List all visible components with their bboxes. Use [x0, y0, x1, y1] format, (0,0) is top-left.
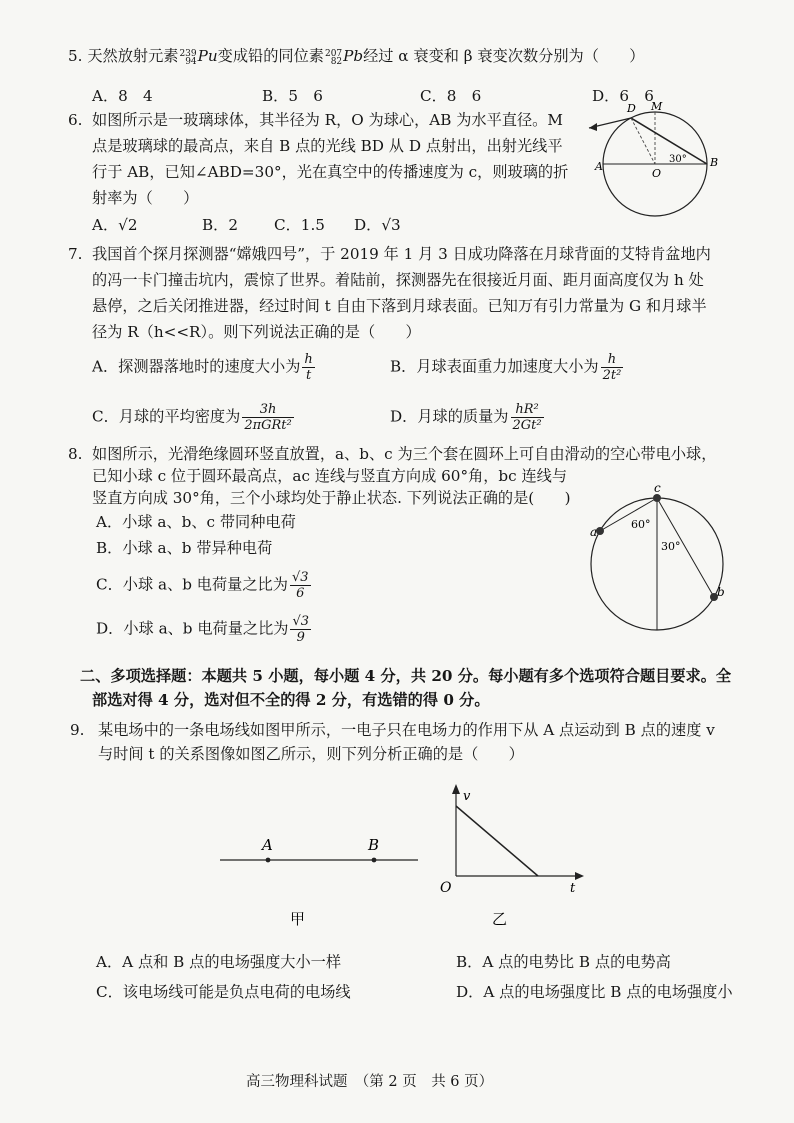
q8-option-c: C．小球 a、b 电荷量之比为 $\frac{√3}{6}$ [96, 570, 309, 601]
q7-option-b: B．月球表面重力加速度大小为 $\frac{h}{\text{2t²}}$ [390, 352, 622, 383]
q5-stem [68, 46, 644, 66]
label-angle-30: 30° [661, 540, 681, 553]
q8-option-a: A．小球 a、b、c 带同种电荷 [96, 513, 296, 531]
label-v: v [463, 789, 471, 804]
q9-line-2: 与时间 t 的关系图像如图乙所示，则下列分析正确的是（ ） [98, 745, 524, 763]
q5-text-mid: 变成铅的同位素 [217, 47, 324, 65]
q6-option-b: B．2 [202, 216, 239, 234]
q6-option-d: D．√3 [354, 216, 401, 234]
label-b: b [717, 585, 725, 599]
t-axis-arrow-icon [575, 872, 584, 880]
frac-h-over-t: $\frac{h}{t}$ [304, 352, 313, 383]
frac-sqrt3-over-9: $\frac{√3}{9}$ [292, 614, 310, 645]
q9-line-1: 某电场中的一条电场线如图甲所示，一电子只在电场力的作用下从 A 点运动到 B 点的速度 v [98, 721, 715, 739]
ball-c [653, 494, 661, 502]
label-angle-30: 30° [669, 154, 687, 165]
frac-sqrt3-over-6: $\frac{√3}{6}$ [291, 570, 309, 601]
q9-option-d: D．A 点的电场强度比 B 点的电场强度小 [456, 983, 733, 1001]
label-a: A [595, 160, 603, 173]
q5-text-post: 经过 α 衰变和 β 衰变次数分别为（ ） [363, 47, 645, 65]
q5-option-d: D．6 6 [592, 87, 654, 105]
q5-text-pre: 天然放射元素 [87, 47, 179, 65]
frac-hR2-over-2Gt2: $\frac{\text{hR²}}{\text{2Gt²}}$ [512, 402, 542, 433]
label-d: D [627, 102, 636, 115]
pu-isotope-numbers: 239 94 [179, 49, 197, 67]
q9-option-c: C．该电场线可能是负点电荷的电场线 [96, 983, 351, 1001]
v-axis-arrow-icon [452, 784, 460, 794]
q7-line-3: 悬停，之后关闭推进器，经过时间 t 自由下落到月球表面。已知万有引力常量为 G 和月球半 [92, 297, 707, 315]
q7-line-1: 我国首个探月探测器“嫦娥四号”，于 2019 年 1 月 3 日成功降落在月球背面的艾特肯盆地内 [92, 245, 711, 263]
q9-option-a: A．A 点和 B 点的电场强度大小一样 [96, 953, 342, 971]
pb-isotope-numbers: 207 82 [324, 49, 343, 67]
pu-symbol: Pu [197, 47, 218, 65]
q8-option-d: D．小球 a、b 电荷量之比为 $\frac{√3}{9}$ [96, 614, 310, 645]
q7-option-a: A．探测器落地时的速度大小为 $\frac{h}{t}$ [92, 352, 313, 383]
point-a [266, 858, 271, 863]
label-c: c [654, 481, 661, 495]
q7-number: 7. [68, 245, 83, 263]
q6-line-3: 行于 AB，已知∠ABD=30°，光在真空中的传播速度为 c，则玻璃的折 [92, 163, 569, 181]
q6-line-2: 点是玻璃球的最高点，来自 B 点的光线 BD 从 D 点射出，出射光线平 [92, 137, 563, 155]
q6-option-a: A．√2 [92, 216, 138, 234]
q8-line-1: 如图所示，光滑绝缘圆环竖直放置，a、b、c 为三个套在圆环上可自由滑动的空心带电小球， [92, 445, 717, 463]
q6-option-c: C．1.5 [274, 216, 325, 234]
label-m: M [651, 100, 663, 113]
q8-ring-figure [585, 480, 735, 650]
q8-line-2: 已知小球 c 位于圆环最高点，ac 连线与竖直方向成 60°角，bc 连线与 [92, 467, 568, 485]
q6-glass-sphere-figure [585, 100, 735, 220]
label-a: a [590, 525, 598, 539]
fig-yi-vt-graph [420, 778, 590, 928]
q6-number: 6. [68, 111, 83, 129]
q8-option-b: B．小球 a、b 带异种电荷 [96, 539, 273, 557]
arrowhead-icon [589, 123, 597, 131]
q5-option-b: B．5 6 [262, 87, 323, 105]
page-footer: 高三物理科试题 （第 2 页 共 6 页） [246, 1074, 494, 1090]
label-b: B [368, 836, 380, 854]
q7-line-2: 的冯一卡门撞击坑内，震惊了世界。着陆前，探测器先在很接近月面、距月面高度仅为 h 处 [92, 271, 704, 289]
q5-option-c: C．8 6 [420, 87, 482, 105]
section2-header-line-1: 二、多项选择题：本题共 5 小题，每小题 4 分，共 20 分。每小题有多个选项符合题目要求。全 [80, 667, 732, 685]
label-a: A [262, 836, 273, 854]
fig-jia-field-line [210, 828, 430, 928]
label-angle-60: 60° [631, 518, 651, 531]
q7-option-c: C．月球的平均密度为 $\frac{3h}{\text{2πGRt²}}$ [92, 402, 292, 433]
q9-option-b: B．A 点的电势比 B 点的电势高 [456, 953, 671, 971]
q8-number: 8. [68, 445, 83, 463]
pb-symbol: Pb [343, 47, 364, 65]
section2-header-line-2: 部选对得 4 分，选对但不全的得 2 分，有选错的得 0 分。 [92, 691, 490, 709]
vt-line [456, 806, 538, 876]
q6-line-4: 射率为（ ） [92, 189, 199, 207]
q5-number: 5. [68, 47, 83, 65]
label-o: O [440, 880, 452, 896]
q6-line-1: 如图所示是一玻璃球体，其半径为 R，O 为球心，AB 为水平直径。M [92, 111, 563, 129]
label-o: O [652, 167, 662, 180]
q8-line-3: 竖直方向成 30°角，三个小球均处于静止状态. 下列说法正确的是( ) [92, 489, 571, 507]
point-b [372, 858, 377, 863]
caption-yi: 乙 [492, 910, 508, 928]
q7-option-d: D．月球的质量为 $\frac{\text{hR²}}{\text{2Gt²}}$ [390, 402, 542, 433]
ball-a [596, 527, 604, 535]
label-t: t [570, 881, 576, 896]
frac-3h-over-2piGRt2: $\frac{3h}{\text{2πGRt²}}$ [244, 402, 292, 433]
frac-h-over-2t2: $\frac{h}{\text{2t²}}$ [602, 352, 622, 383]
q5-option-a: A．8 4 [92, 87, 153, 105]
q9-number: 9. [70, 721, 85, 739]
q7-line-4: 径为 R（h<<R）。则下列说法正确的是（ ） [92, 323, 421, 341]
caption-jia: 甲 [290, 910, 306, 928]
label-b: B [710, 156, 719, 169]
